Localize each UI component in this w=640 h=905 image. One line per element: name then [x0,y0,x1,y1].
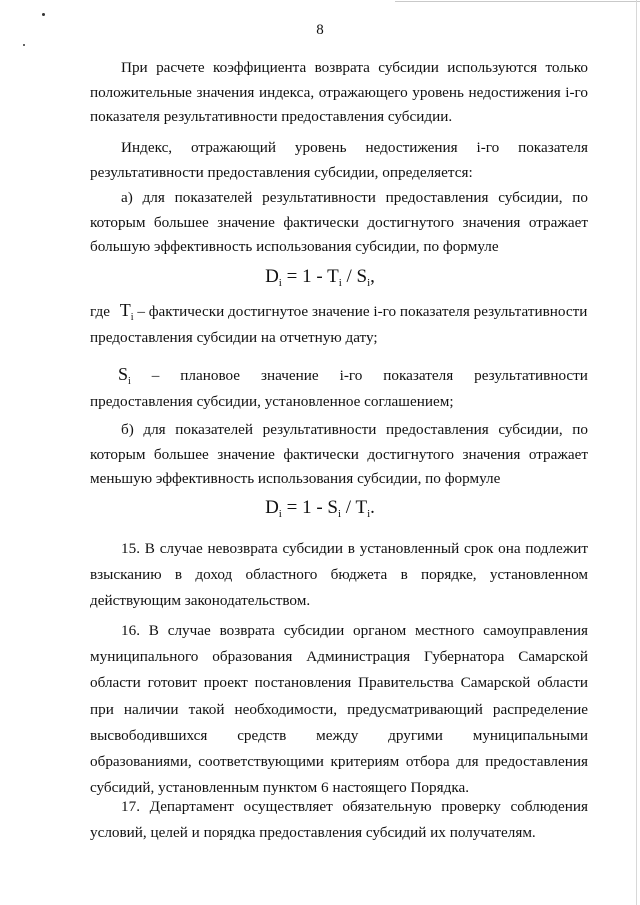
definition-word: показателя [383,367,454,384]
page-number: 8 [316,22,324,38]
formula-punctuation: , [370,266,375,287]
formula-a [0,266,640,289]
scan-edge-line [395,1,640,2]
formula-symbol: D [265,497,279,518]
definition-t-continuation: предоставления субсидии на отчетную дату; [90,329,378,346]
scan-speck [42,13,45,16]
variable-subscript: i [128,376,131,387]
definition-word: результативности [474,367,588,384]
formula-subscript: i [278,277,282,289]
definition-word: плановое [180,367,241,384]
definition-t-line [90,300,588,323]
formula-subscript: i [338,277,342,289]
definition-s-continuation: предоставления субсидии, установленное соглашением; [90,393,454,410]
paragraph-item-16: 16. В случае возврата субсидии органом местного самоуправления муниципального образования Администрация Губернатора Самарской области готовит проект постановления Правительства Самарской области при наличии такой необходимости, предусматривающий распределение высвободившихся средств между другими муниципальными образованиями, соответствующими критериям отбора для предоставления субсидий, установленным пунктом 6 настоящего Порядка. [90,622,588,797]
scan-edge-line [636,0,637,905]
paragraph-case-b: б) для показателей результативности предоставления субсидии, по которым большее значение фактически достигнутого значения отражает меньшую эффективность использования субсидии, по формуле [90,421,588,487]
formula-subscript: i [337,508,342,520]
formula-operator: = 1 - [286,266,323,287]
formula-subscript: i [278,508,282,520]
definition-word: i-го [339,367,363,384]
definition-dash: – [151,367,160,384]
variable-symbol: T [119,300,131,320]
paragraph-coefficient-note: При расчете коэффициента возврата субсидии используются только положительные значения индекса, отражающего уровень недостижения i-го показателя результативности предоставления субсидии. [90,59,588,125]
formula-b [0,497,640,520]
formula-symbol: T [327,266,339,287]
variable-subscript: i [130,312,134,323]
formula-symbol: D [265,266,279,287]
formula-operator: = 1 - [286,497,323,518]
paragraph-index-definition: Индекс, отражающий уровень недостижения i-го показателя результативности предоставления субсидии, определяется: [90,139,588,181]
formula-symbol: S [356,266,368,287]
definition-word: значение [261,367,319,384]
paragraph-item-17: 17. Департамент осуществляет обязательную проверку соблюдения условий, целей и порядка предоставления субсидий их получателям. [90,798,588,841]
formula-operator: / [345,497,352,518]
definition-text: – фактически достигнутое значение i-го показателя результативности [137,303,588,320]
formula-punctuation: . [370,497,375,518]
variable-symbol: S [118,364,129,384]
scan-speck [23,44,25,46]
formula-subscript: i [367,508,371,520]
formula-subscript: i [367,277,371,289]
definition-prefix: где [90,303,110,320]
definition-s-line [90,364,588,387]
formula-symbol: T [355,497,368,518]
formula-symbol: S [327,497,338,518]
formula-operator: / [346,266,352,287]
paragraph-item-15: 15. В случае невозврата субсидии в установленный срок она подлежит взысканию в доход областного бюджета в порядке, установленном действующим законодательством. [90,540,588,609]
paragraph-case-a: а) для показателей результативности предоставления субсидии, по которым большее значение фактически достигнутого значения отражает большую эффективность использования субсидии, по формуле [90,189,588,255]
